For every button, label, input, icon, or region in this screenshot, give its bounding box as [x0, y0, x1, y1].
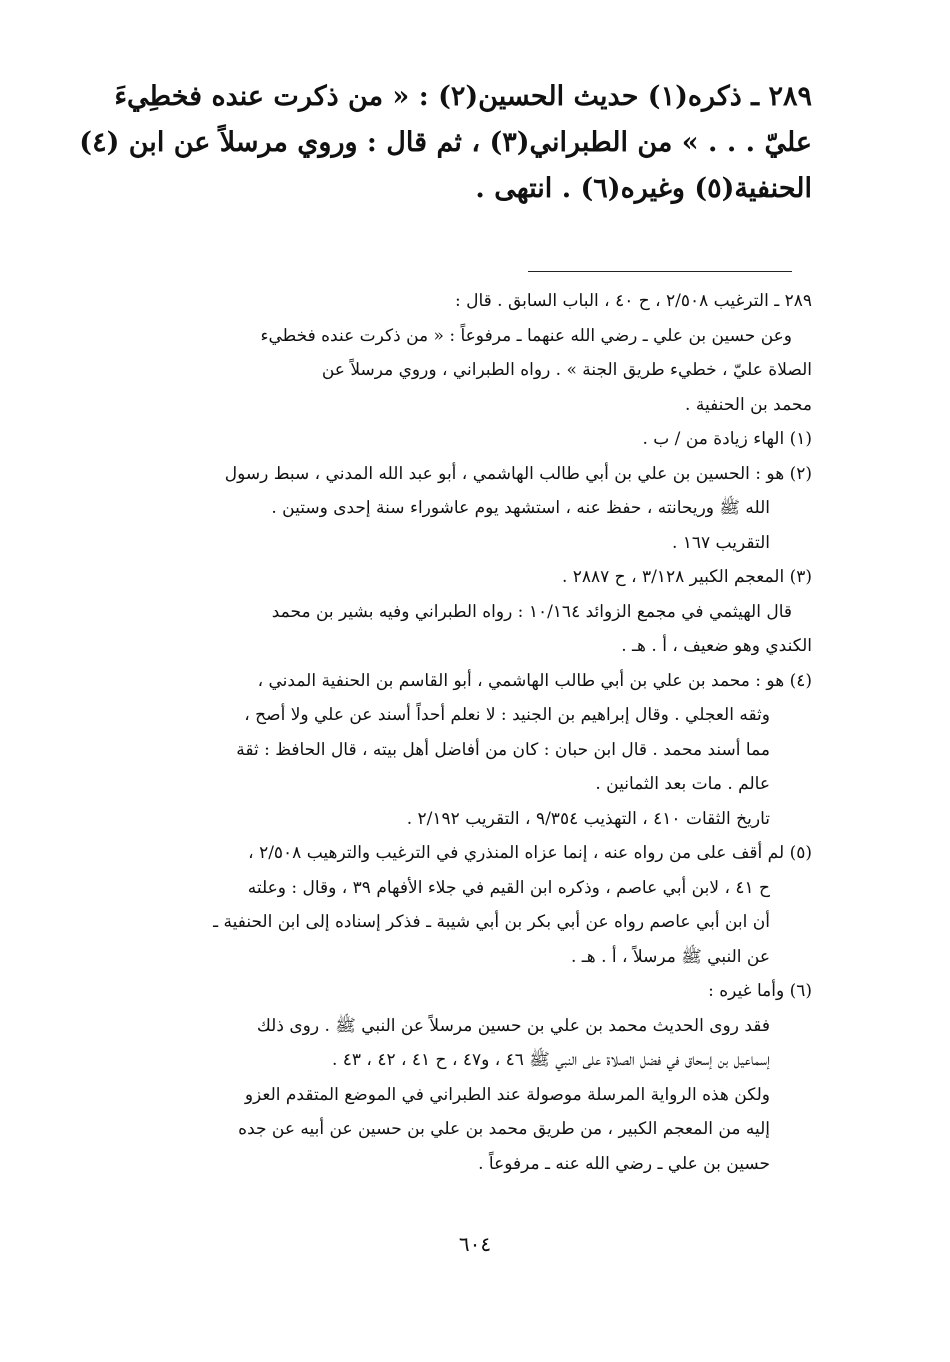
footnote-6-line-1: (٦) وأما غيره :: [708, 981, 812, 1001]
footnote-3-line-1: (٣) المعجم الكبير ٣/١٢٨ ، ح ٢٨٨٧ .: [561, 567, 812, 587]
footnote-289-line-4: محمد بن الحنفية .: [685, 394, 812, 415]
footnote-4-line-2: وثقه العجلي . وقال إبراهيم بن الجنيد : لا نعلم أحداً أسند عن علي ولا أصح ،: [244, 705, 770, 725]
footnote-2-line-2: الله ﷺ وريحانته ، حفظ عنه ، استشهد يوم عاشوراء سنة إحدى وستين .: [271, 498, 770, 518]
footnote-289-line-3: الصلاة عليّ ، خطيء طريق الجنة » . رواه الطبراني ، وروي مرسلاً عن: [321, 360, 812, 380]
footnotes: [122, 284, 812, 1181]
page-number: ٦٠٤: [458, 1232, 492, 1256]
footnote-3-line-2: قال الهيثمي في مجمع الزوائد ١٠/١٦٤ : رواه الطبراني وفيه بشير بن محمد: [271, 601, 792, 622]
footnote-4-line-1: (٤) هو : محمد بن علي بن أبي طالب الهاشمي ، أبو القاسم بن الحنفية المدني ،: [257, 670, 812, 691]
footnote-separator: [528, 271, 792, 272]
footnote-5-line-3: أن ابن أبي عاصم رواه عن أبي بكر بن أبي شيبة ـ فذكر إسناده إلى ابن الحنفية ـ: [213, 912, 770, 932]
footnote-6-line-3: إسماعيل بن إسحاق في فضل الصلاة على النبي ﷺ ٤٦ ، و٤٧ ، ح ٤١ ، ٤٢ ، ٤٣ .: [331, 1050, 770, 1070]
footnote-5-line-1: (٥) لم أقف على من رواه عنه ، إنما عزاه المنذري في الترغيب والترهيب ٢/٥٠٨ ،: [248, 843, 812, 863]
footnote-4-line-4: عالم . مات بعد الثمانين .: [595, 774, 770, 794]
footnote-6-line-6: حسين بن علي ـ رضي الله عنه ـ مرفوعاً .: [478, 1153, 770, 1174]
footnote-6-line-4: ولكن هذه الرواية المرسلة موصولة عند الطبراني في الموضع المتقدم العزو: [244, 1084, 770, 1105]
main-line-1: ٢٨٩ ـ ذكره(١) حديث الحسين(٢) : « من ذكرت عنده فخطِيءَ: [114, 81, 812, 112]
footnote-6-line-2: فقد روى الحديث محمد بن علي بن حسين مرسلاً عن النبي ﷺ . روى ذلك: [256, 1015, 770, 1036]
footnote-6-line-5: إليه من المعجم الكبير ، من طريق محمد بن علي بن حسين عن أبيه عن جده: [238, 1119, 770, 1139]
main-hadith-text: [79, 74, 812, 212]
footnote-3-line-3: الكندي وهو ضعيف ، أ . هـ .: [621, 636, 812, 656]
main-line-3: الحنفية(٥) وغيره(٦) . انتهى .: [475, 173, 812, 204]
footnote-2-line-1: (٢) هو : الحسين بن علي بن أبي طالب الهاشمي ، أبو عبد الله المدني ، سبط رسول: [224, 463, 812, 484]
footnote-4-line-5: تاريخ الثقات ٤١٠ ، التهذيب ٩/٣٥٤ ، التقريب ٢/١٩٢ .: [406, 808, 770, 829]
footnote-4-line-3: مما أسند محمد . قال ابن حبان : كان من أفاضل أهل بيته ، قال الحافظ : ثقة: [236, 739, 770, 760]
footnote-289-line-1: ٢٨٩ ـ الترغيب ٢/٥٠٨ ، ح ٤٠ ، الباب السابق . قال :: [454, 291, 812, 311]
footnote-5-line-2: ح ٤١ ، لابن أبي عاصم ، وذكره ابن القيم في جلاء الأفهام ٣٩ ، وقال : وعلته: [247, 877, 770, 898]
main-line-2: عليّ . . . » من الطبراني(٣) ، ثم قال : وروي مرسلاً عن ابن (٤): [79, 127, 812, 158]
footnote-1: (١) الهاء زيادة من / ب .: [642, 429, 812, 449]
footnote-2-line-3: التقريب ١٦٧ .: [671, 532, 770, 553]
footnote-5-line-4: عن النبي ﷺ مرسلاً ، أ . هـ .: [570, 946, 770, 967]
footnote-289-line-2: وعن حسين بن علي ـ رضي الله عنهما ـ مرفوعاً : « من ذكرت عنده فخطيء: [260, 325, 792, 346]
